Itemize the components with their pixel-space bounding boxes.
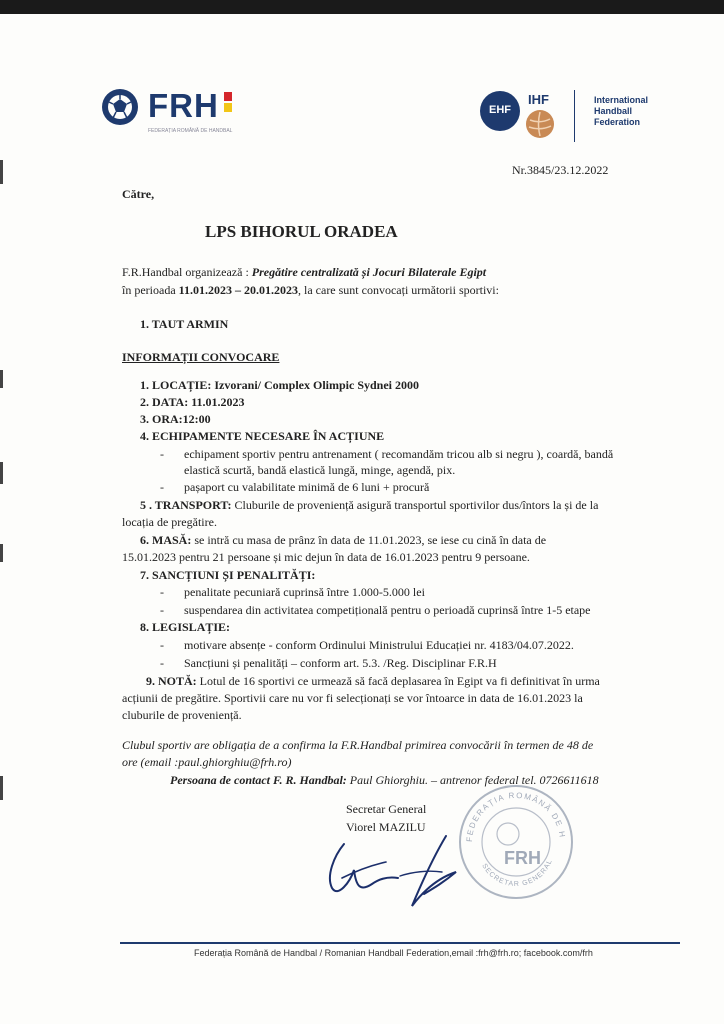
logo-divider (574, 90, 575, 142)
bullet-dash: - (160, 638, 164, 652)
item-label: 9. NOTĂ: (146, 674, 197, 688)
to-label: Către, (122, 187, 155, 201)
item-meals-line-2: 15.01.2023 pentru 21 persoane și mic dejun în data de 16.01.2023 pentru 9 persoane. (122, 550, 530, 564)
ihf-name-line: Handball (594, 106, 633, 116)
intro-text: , la care sunt convocați următorii sportivi: (298, 283, 499, 297)
edge-mark (0, 370, 3, 388)
item-note (146, 673, 600, 690)
item-note-line-3: cluburile de proveniență. (122, 708, 242, 722)
frh-logo-text: FRH (148, 87, 219, 124)
ihf-mark: IHF (528, 92, 549, 107)
footer-divider (120, 942, 680, 944)
item-penalties: 7. SANCȚIUNI ȘI PENALITĂȚI: (140, 568, 316, 582)
penalty-line: penalitate pecuniară cuprinsă între 1.000-5.000 lei (184, 585, 425, 599)
reference-number: Nr.3845/23.12.2022 (512, 163, 609, 177)
item-text: Cluburile de proveniență asigură transportul sportivilor dus/întors la și de la (231, 498, 599, 512)
item-transport-line-2: locația de pregătire. (122, 515, 217, 529)
ihf-name (594, 95, 648, 128)
frh-subtitle: FEDERAȚIA ROMÂNĂ DE HANDBAL (148, 128, 233, 134)
flag-red-mark (224, 92, 232, 101)
penalty-line: suspendarea din activitatea competițională pentru o perioadă cuprinsă între 1-5 etape (184, 603, 591, 617)
handwritten-signature (316, 826, 476, 916)
legislation-line: motivare absențe - conform Ordinului Ministrului Educației nr. 4183/04.07.2022. (184, 638, 574, 652)
edge-mark (0, 160, 3, 184)
item-note-line-2: acțiunii de pregătire. Sportivii care nu vor fi selecționați se vor întoarce in data de 16.01.2023 la (122, 691, 583, 705)
item-transport (140, 497, 598, 514)
equipment-line: echipament sportiv pentru antrenament ( recomandăm tricou alb si negru ), coardă, bandă (184, 447, 614, 461)
edge-mark (0, 544, 3, 562)
item-label: 5 . TRANSPORT: (140, 498, 232, 512)
ehf-logo-text: EHF (489, 104, 511, 116)
equipment-line: pașaport cu valabilitate minimă de 6 luni + procură (184, 480, 430, 494)
intro-text: în perioada (122, 283, 179, 297)
frh-ball-logo-icon (100, 87, 140, 127)
item-time: 3. ORA:12:00 (140, 412, 211, 426)
flag-yellow-mark (224, 103, 232, 112)
legislation-line: Sancțiuni și penalități – conform art. 5.3. /Reg. Disciplinar F.R.H (184, 656, 497, 670)
signature-title: Secretar General (346, 802, 427, 816)
contact-text: Paul Ghiorghiu. – antrenor federal tel. 0726611618 (346, 773, 599, 787)
bullet-dash: - (160, 480, 164, 494)
edge-mark (0, 776, 3, 800)
confirmation-line-2: ore (email :paul.ghiorghiu@frh.ro) (122, 755, 292, 769)
document-page (0, 14, 724, 1024)
ehf-logo-icon (480, 91, 520, 131)
intro-line-2 (122, 282, 499, 299)
event-name: Pregătire centralizată și Jocuri Bilaterale Egipt (251, 265, 487, 279)
ihf-ball-icon (526, 110, 554, 138)
bullet-dash: - (160, 447, 164, 461)
confirmation-line-1: Clubul sportiv are obligația de a confirma la F.R.Handbal primirea convocării în termen de 48 de (122, 738, 594, 752)
item-text: se intră cu masa de prânz în data de 11.01.2023, se iese cu cină în data de (191, 533, 547, 547)
section-title: INFORMAȚII CONVOCARE (122, 350, 280, 364)
item-label: 6. MASĂ: (140, 533, 192, 547)
item-date: 2. DATA: 11.01.2023 (140, 395, 245, 409)
bullet-dash: - (160, 603, 164, 617)
ihf-name-line: Federation (594, 117, 641, 127)
stamp-top-text: FEDERAȚIA ROMÂNĂ DE H (464, 790, 567, 843)
item-legislation: 8. LEGISLAȚIE: (140, 620, 231, 634)
item-location: 1. LOCAȚIE: Izvorani/ Complex Olimpic Sydnei 2000 (140, 378, 420, 392)
signature-name: Viorel MAZILU (346, 820, 426, 834)
footer-text: Federația Română de Handbal / Romanian Handball Federation,email :frh@frh.ro; facebook.com/frh (194, 948, 593, 958)
stamp-center-text: FRH (504, 848, 541, 868)
athlete-name: 1. TAUT ARMIN (140, 317, 229, 331)
event-period: 11.01.2023 – 20.01.2023 (178, 283, 298, 297)
recipient-title: LPS BIHORUL ORADEA (205, 222, 398, 241)
stamp-bottom-text: SECRETAR GENERAL (480, 858, 554, 889)
item-equipment: 4. ECHIPAMENTE NECESARE ÎN ACȚIUNE (140, 429, 385, 443)
bullet-dash: - (160, 585, 164, 599)
bullet-dash: - (160, 656, 164, 670)
intro-text: F.R.Handbal organizează : (122, 265, 252, 279)
equipment-line: elastică scurtă, bandă elastică lungă, minge, agendă, pix. (184, 463, 456, 477)
item-text: Lotul de 16 sportivi ce urmează să facă deplasarea în Egipt va fi definitivat în urma (196, 674, 600, 688)
contact-label: Persoana de contact F. R. Handbal: (170, 773, 347, 787)
ihf-name-line: International (594, 95, 649, 105)
intro-line-1 (122, 264, 486, 281)
item-meals (140, 532, 546, 549)
edge-mark (0, 462, 3, 484)
